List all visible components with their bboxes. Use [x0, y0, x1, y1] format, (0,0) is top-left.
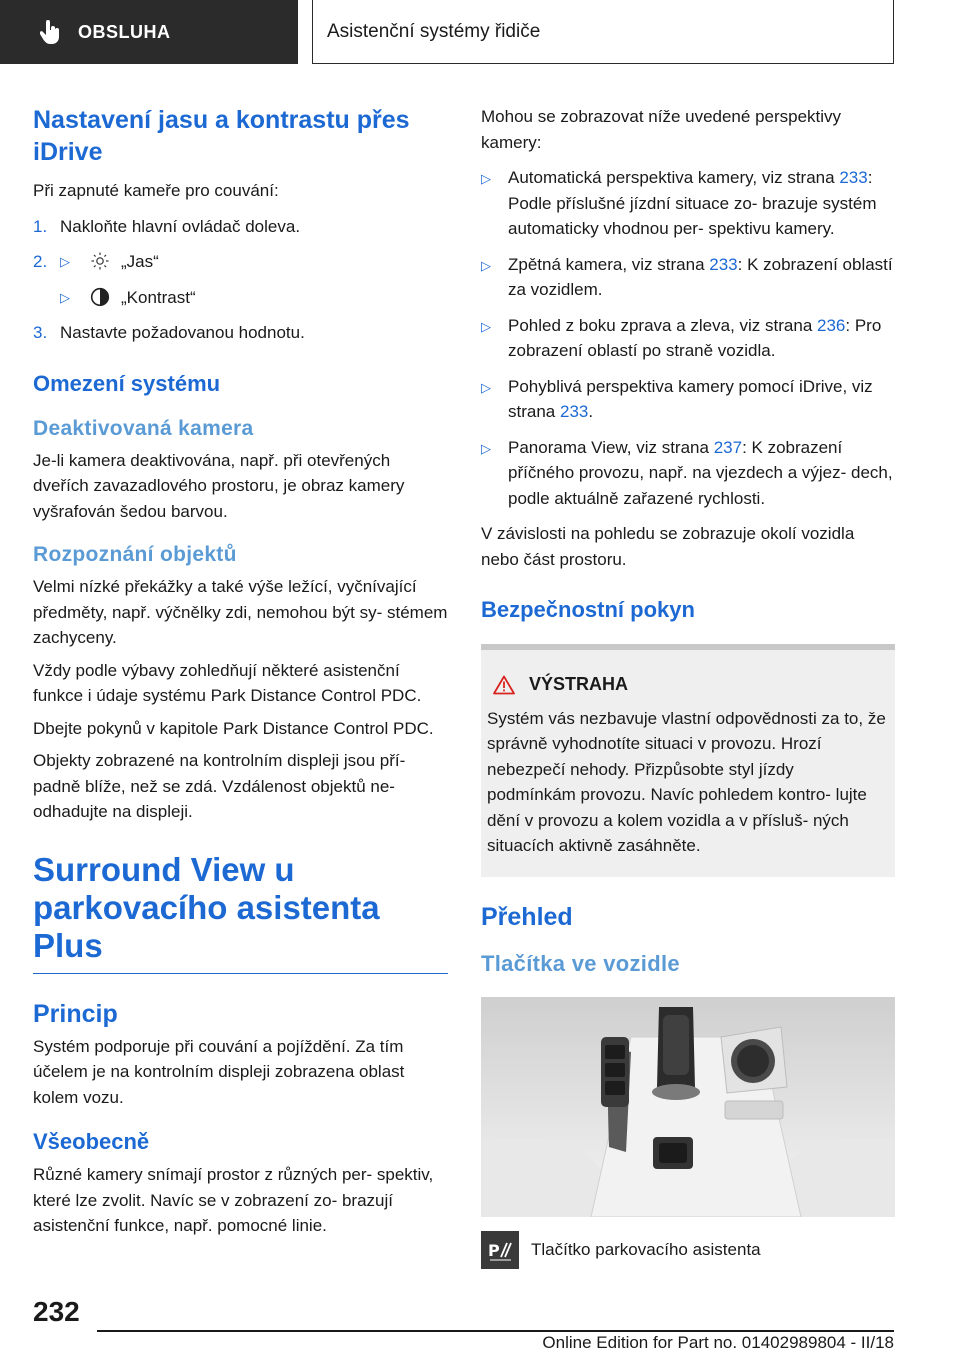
heading-overview: Přehled	[481, 902, 573, 931]
chapter-tab	[312, 0, 894, 64]
page-link[interactable]: 233	[559, 402, 589, 421]
list-item	[481, 165, 895, 242]
svg-text:P: P	[488, 1240, 500, 1260]
hand-pointer-icon	[40, 20, 62, 44]
list-item	[481, 374, 895, 425]
heading-deactivated: Deaktivovaná kamera	[33, 416, 254, 440]
paragraph: V závislosti na pohledu se zobrazuje okolí vozidla nebo část prostoru.	[481, 524, 855, 569]
list-item	[33, 214, 448, 240]
bullet-text-post: : K zobrazení oblastí za vozidlem.	[508, 254, 893, 299]
paragraph: Dbejte pokynů v kapitole Park Distance Control PDC.	[33, 718, 434, 738]
photo-caption	[481, 1231, 895, 1269]
heading-general: Všeobecně	[33, 1129, 150, 1154]
paragraph: Při zapnuté kameře pro couvání:	[33, 181, 279, 200]
warning-box	[481, 644, 895, 877]
step-number: 3.	[33, 323, 48, 342]
triangle-bullet-icon: ▷	[481, 257, 491, 273]
footer-divider	[97, 1330, 894, 1332]
bullet-text-post: .	[588, 402, 594, 421]
list-item	[33, 249, 448, 275]
left-column	[33, 104, 448, 1239]
sun-icon	[91, 252, 109, 270]
heading-safety: Bezpečnostní pokyn	[481, 597, 695, 622]
bullet-text	[508, 374, 895, 425]
paragraph: Různé kamery snímají prostor z různých per- spektiv, které lze zvolit. Navíc se v zobrazení zo- brazují asistenční funkce, např. pomocné linie.	[33, 1165, 434, 1235]
step-text: „Kontrast“	[121, 287, 196, 307]
step-number: 2.	[33, 252, 48, 271]
bullet-text-post: : Pro zobrazení oblastí po straně vozidla.	[508, 315, 882, 360]
triangle-bullet-icon: ▷	[60, 254, 70, 269]
section-title: OBSLUHA	[78, 21, 171, 42]
heading-surround-view: Surround View u parkovacího asistenta Plus	[33, 851, 448, 974]
heading-detection: Rozpoznání objektů	[33, 543, 237, 566]
page-header	[0, 0, 960, 66]
triangle-bullet-icon: ▷	[481, 318, 491, 334]
triangle-bullet-icon: ▷	[60, 289, 70, 305]
triangle-bullet-icon: ▷	[481, 379, 491, 395]
contrast-icon	[90, 287, 110, 307]
bullet-text	[508, 252, 895, 303]
chapter-title: Asistenční systémy řidiče	[327, 20, 541, 42]
list-item	[33, 285, 448, 311]
bullet-text-pre: Automatická perspektiva kamery, viz strana	[508, 168, 840, 187]
bullet-text-pre: Zpětná kamera, viz strana	[508, 254, 710, 274]
edition-note: Online Edition for Part no. 01402989804 - II/18	[542, 1333, 894, 1352]
page-link[interactable]: 236	[817, 315, 846, 335]
bullet-text-pre: Pohled z boku zprava a zleva, viz strana	[508, 315, 817, 335]
list-item	[481, 313, 895, 364]
page-link[interactable]: 233	[839, 168, 868, 187]
page-number: 232	[33, 1296, 80, 1327]
bullet-text	[508, 165, 895, 242]
paragraph: Objekty zobrazené na kontrolním displeji jsou pří- padně blíže, než se zdá. Vzdálenost objektů ne- odhadujte na displeji.	[33, 751, 406, 821]
bullet-text-pre: Pohyblivá perspektiva kamery pomocí iDrive, viz strana	[508, 376, 873, 421]
warning-title	[487, 672, 887, 698]
list-item	[481, 252, 895, 303]
step-number: 1.	[33, 216, 48, 236]
triangle-bullet-icon: ▷	[481, 171, 491, 186]
caption-text: Tlačítko parkovacího asistenta	[531, 1239, 761, 1259]
paragraph: Vždy podle výbavy zohledňují některé asistenční funkce i údaje systému Park Distance Control PDC.	[33, 660, 422, 705]
heading-principle: Princip	[33, 999, 118, 1028]
paragraph: Mohou se zobrazovat níže uvedené perspektivy kamery:	[481, 107, 842, 152]
step-text: Nakloňte hlavní ovládač doleva.	[60, 216, 301, 236]
page-link[interactable]: 237	[713, 437, 743, 457]
step-text: Nastavte požadovanou hodnotu.	[60, 323, 305, 342]
triangle-bullet-icon: ▷	[481, 440, 491, 456]
step-text: „Jas“	[121, 252, 159, 271]
vehicle-console-photo	[481, 997, 895, 1217]
paragraph: Systém podporuje při couvání a pojíždění. Za tím účelem je na kontrolním displeji zobrazena oblast kolem vozu.	[33, 1036, 405, 1107]
bullet-text	[508, 435, 895, 512]
heading-buttons: Tlačítka ve vozidle	[481, 950, 680, 976]
paragraph: Velmi nízké překážky a také výše ležící, vyčnívající předměty, např. výčnělky zdi, nemohou být sy- stémem zachyceny.	[33, 577, 448, 647]
page-link[interactable]: 233	[709, 254, 738, 274]
section-tab	[0, 0, 298, 64]
warning-title-text: VÝSTRAHA	[529, 674, 629, 694]
warning-triangle-icon	[493, 675, 515, 695]
warning-text: Systém vás nezbavuje vlastní odpovědnosti za to, že správně vyhodnotíte situaci v provozu. Hrozí nebezpečí nehody. Přizpůsobte styl jízdy podmínkám provozu. Navíc pohledem kontro- lujte dění v provozu a kolem vozidla a v přísluš- ných situacích aktivně zasáhněte.	[487, 708, 886, 855]
bullet-text-post: : Podle příslušné jízdní situace zo- brazuje systém automaticky vhodnou per- spektivu kamery.	[508, 168, 877, 238]
park-assist-button-icon	[481, 1231, 519, 1269]
console-illustration	[481, 997, 895, 1217]
bullet-text-pre: Panorama View, viz strana	[508, 437, 714, 457]
bullet-text-post: : K zobrazení příčného provozu, např. na vjezdech a výjez- dech, podle aktuálně zařazené rychlosti.	[508, 437, 893, 508]
heading-limits: Omezení systému	[33, 370, 221, 396]
paragraph: Je-li kamera deaktivována, např. při otevřených dveřích zavazadlového prostoru, je obraz kamery vyšrafován šedou barvou.	[33, 450, 405, 521]
list-item	[33, 320, 448, 346]
step-number	[33, 285, 60, 311]
bullet-text	[508, 313, 895, 364]
list-item	[481, 435, 895, 512]
right-column	[481, 104, 895, 1269]
heading-brightness: Nastavení jasu a kontrastu přes iDrive	[33, 106, 410, 166]
